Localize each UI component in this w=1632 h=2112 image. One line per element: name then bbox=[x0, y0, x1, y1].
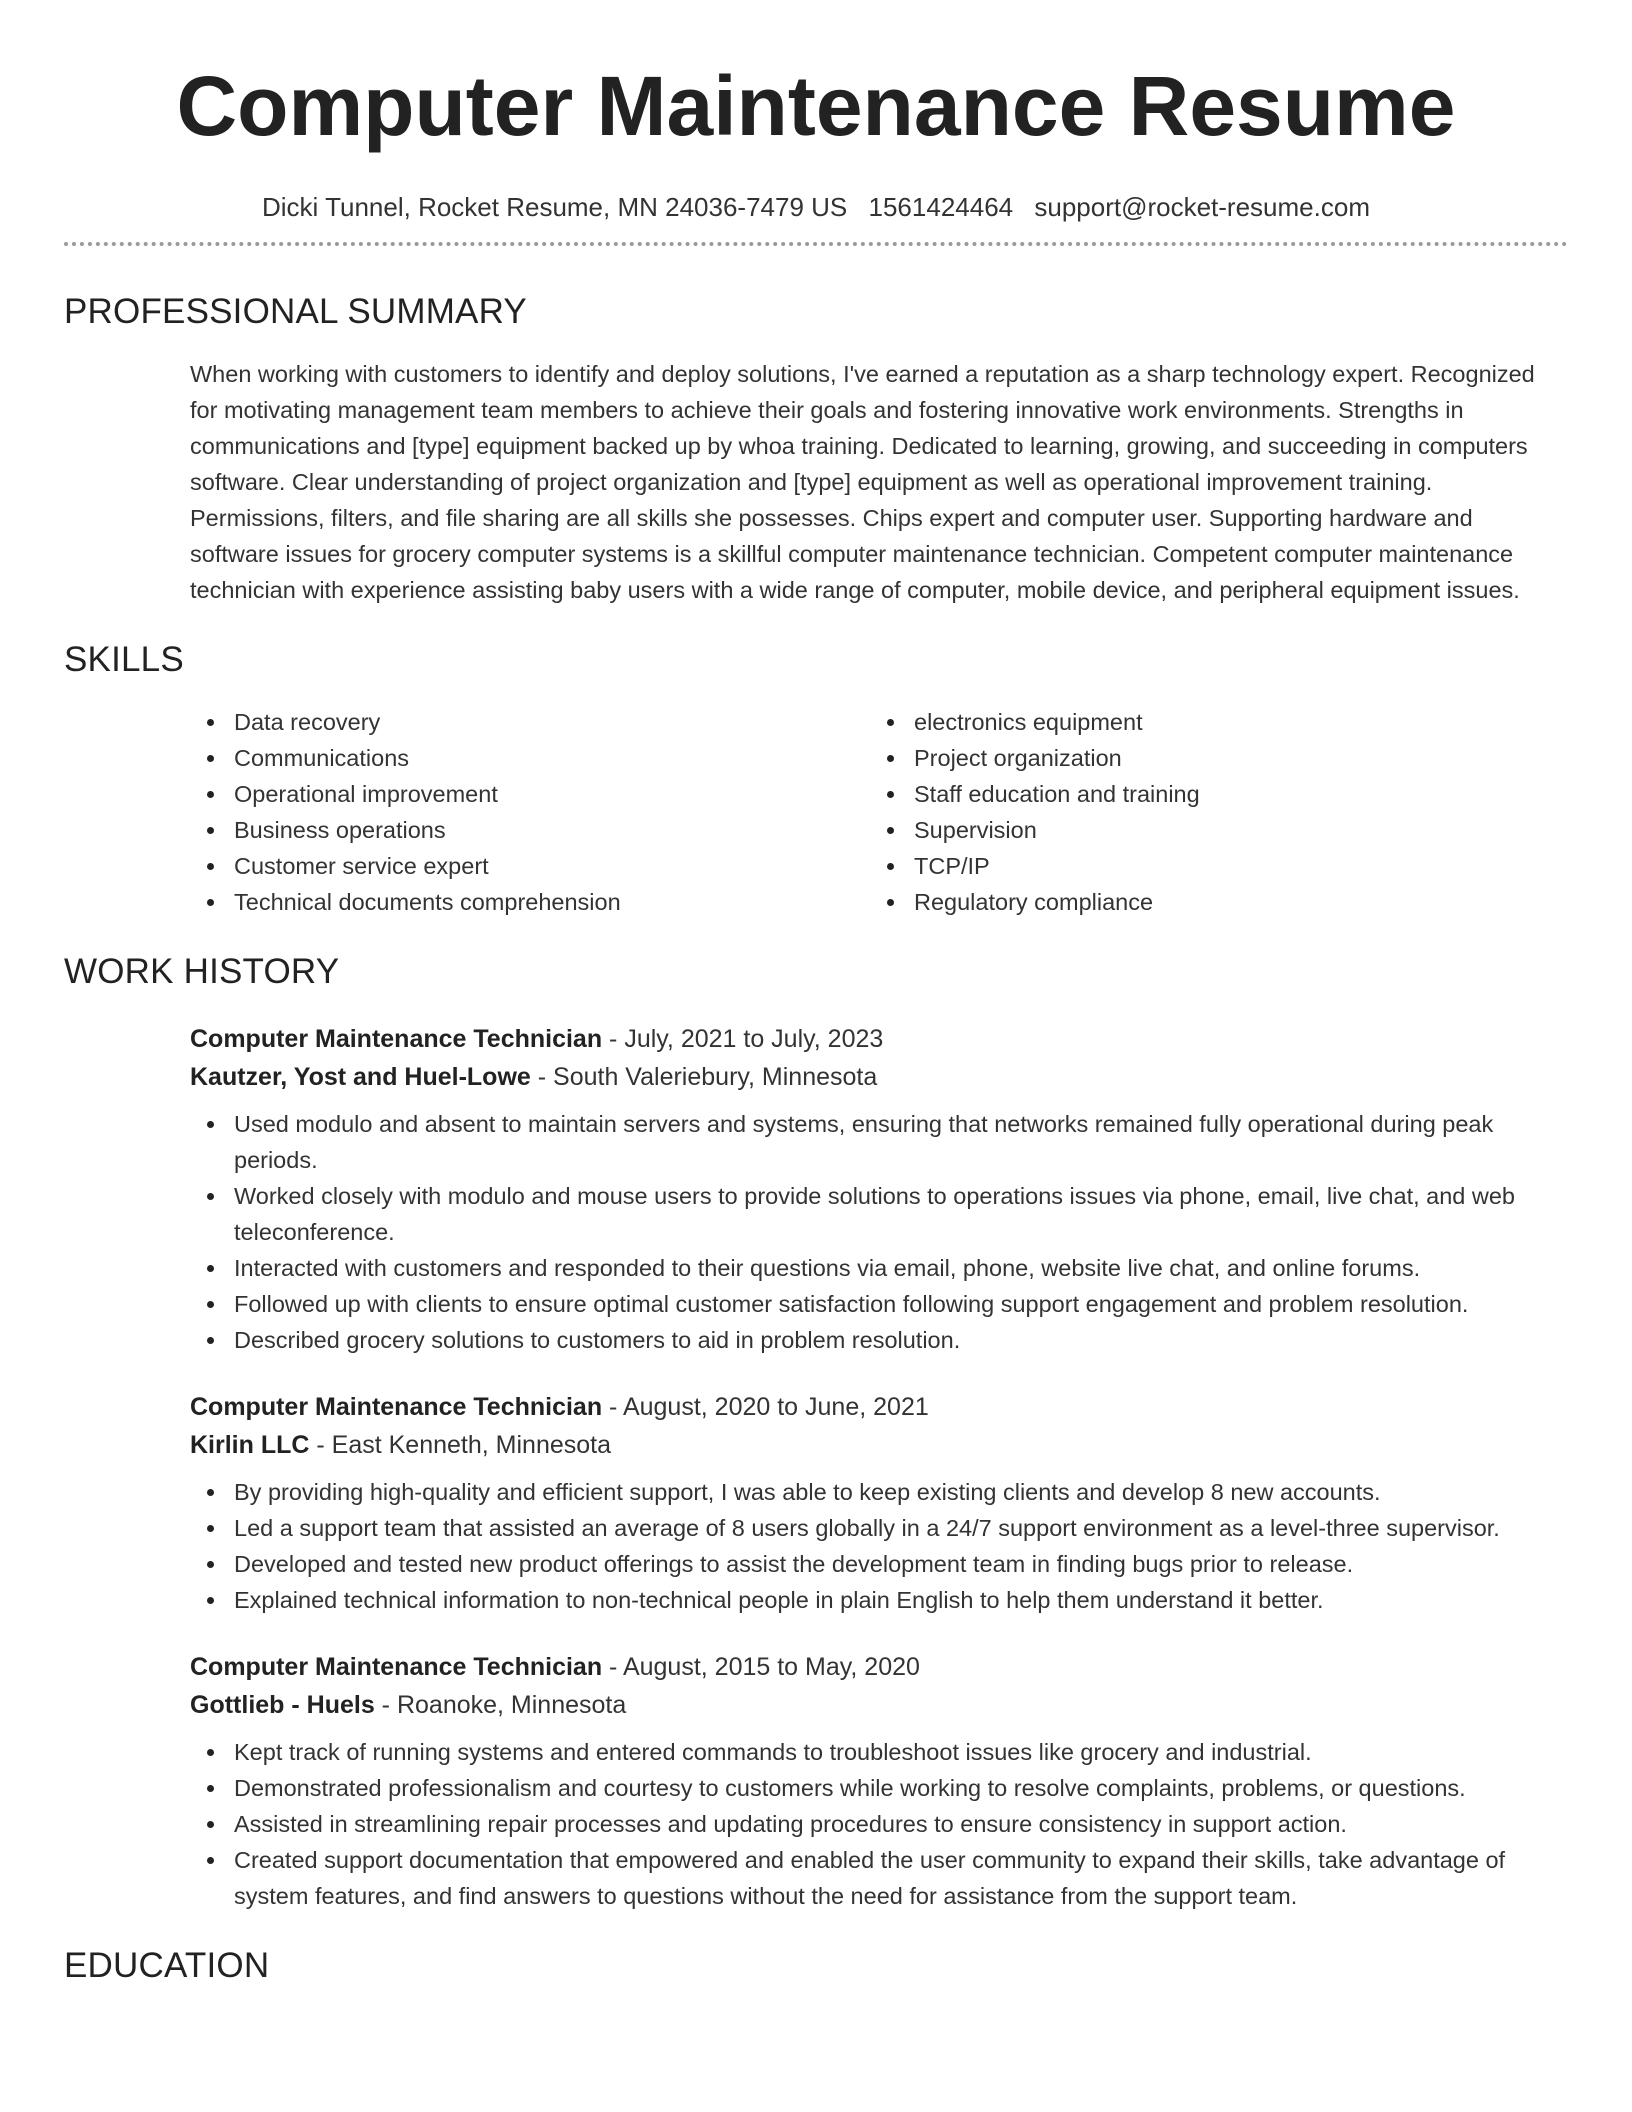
skills-column-right bbox=[870, 704, 1200, 920]
skill-item: electronics equipment bbox=[870, 704, 1200, 740]
job-dates: - August, 2020 to June, 2021 bbox=[602, 1393, 929, 1421]
header-divider bbox=[64, 242, 1568, 246]
job-title: Computer Maintenance Technician bbox=[190, 1393, 603, 1421]
job-entry bbox=[190, 1020, 1568, 1358]
job-bullets bbox=[190, 1734, 1568, 1914]
job-title: Computer Maintenance Technician bbox=[190, 1653, 603, 1681]
resume-title: Computer Maintenance Resume bbox=[176, 59, 1456, 153]
skills-grid bbox=[190, 704, 1568, 920]
skill-item: Technical documents comprehension bbox=[190, 884, 870, 920]
job-company-line bbox=[190, 1058, 1568, 1096]
job-bullet: By providing high-quality and efficient support, I was able to keep existing clients and develop 8 new accounts. bbox=[190, 1474, 1568, 1510]
job-bullet: Interacted with customers and responded to their questions via email, phone, website live chat, and online forums. bbox=[190, 1250, 1568, 1286]
skill-item: Staff education and training bbox=[870, 776, 1200, 812]
job-bullet: Demonstrated professionalism and courtesy to customers while working to resolve complaints, problems, or questions. bbox=[190, 1770, 1568, 1806]
job-title-line bbox=[190, 1388, 1568, 1426]
contact-line bbox=[64, 190, 1568, 224]
skill-item: Customer service expert bbox=[190, 848, 870, 884]
skill-item: Supervision bbox=[870, 812, 1200, 848]
contact-email[interactable]: support@rocket-resume.com bbox=[1034, 192, 1370, 222]
skill-item: TCP/IP bbox=[870, 848, 1200, 884]
job-location: - Roanoke, Minnesota bbox=[374, 1691, 627, 1719]
job-entry bbox=[190, 1648, 1568, 1914]
job-dates: - July, 2021 to July, 2023 bbox=[602, 1025, 884, 1053]
job-bullets bbox=[190, 1106, 1568, 1358]
job-title-line bbox=[190, 1648, 1568, 1686]
job-bullet: Assisted in streamlining repair processes and updating procedures to ensure consistency in support action. bbox=[190, 1806, 1568, 1842]
summary-heading: PROFESSIONAL SUMMARY bbox=[64, 292, 527, 331]
job-bullet: Developed and tested new product offerings to assist the development team in finding bugs prior to release. bbox=[190, 1546, 1568, 1582]
job-bullet: Kept track of running systems and entered commands to troubleshoot issues like grocery and industrial. bbox=[190, 1734, 1568, 1770]
job-bullet: Led a support team that assisted an average of 8 users globally in a 24/7 support environment as a level-three supervisor. bbox=[190, 1510, 1568, 1546]
contact-address: Dicki Tunnel, Rocket Resume, MN 24036-7479 US bbox=[262, 192, 848, 222]
skills-heading: SKILLS bbox=[64, 640, 184, 679]
job-bullet: Created support documentation that empowered and enabled the user community to expand their skills, take advantage of system features, and find answers to questions without the need for assistance from the support team. bbox=[190, 1842, 1568, 1914]
job-bullet: Described grocery solutions to customers to aid in problem resolution. bbox=[190, 1322, 1568, 1358]
job-bullet: Used modulo and absent to maintain servers and systems, ensuring that networks remained fully operational during peak periods. bbox=[190, 1106, 1568, 1178]
skill-item: Data recovery bbox=[190, 704, 870, 740]
job-company: Kautzer, Yost and Huel-Lowe bbox=[190, 1063, 531, 1091]
job-location: - South Valeriebury, Minnesota bbox=[530, 1063, 878, 1091]
job-bullet: Followed up with clients to ensure optimal customer satisfaction following support engagement and problem resolution. bbox=[190, 1286, 1568, 1322]
summary-text: When working with customers to identify and deploy solutions, I've earned a reputation as a sharp technology expert. Recognized for motivating management team members to achieve their goals and fostering innovative work environments. Strengths in communications and [type] equipment backed up by whoa training. Dedicated to learning, growing, and succeeding in computers software. Clear understanding of project organization and [type] equipment as well as operational improvement training. Permissions, filters, and file sharing are all skills she possesses. Chips expert and computer user. Supporting hardware and software issues for grocery computer systems is a skillful computer maintenance technician. Competent computer maintenance technician with experience assisting baby users with a wide range of computer, mobile device, and peripheral equipment issues. bbox=[190, 361, 1535, 603]
job-dates: - August, 2015 to May, 2020 bbox=[602, 1653, 920, 1681]
job-title: Computer Maintenance Technician bbox=[190, 1025, 603, 1053]
contact-phone: 1561424464 bbox=[868, 192, 1014, 222]
skills-column-left bbox=[190, 704, 870, 920]
skill-item: Project organization bbox=[870, 740, 1200, 776]
education-heading: EDUCATION bbox=[64, 1946, 270, 1985]
job-company: Kirlin LLC bbox=[190, 1431, 310, 1459]
job-company-line bbox=[190, 1426, 1568, 1464]
job-location: - East Kenneth, Minnesota bbox=[309, 1431, 611, 1459]
job-entry bbox=[190, 1388, 1568, 1618]
job-company-line bbox=[190, 1686, 1568, 1724]
work-history-heading: WORK HISTORY bbox=[64, 952, 340, 991]
job-bullet: Worked closely with modulo and mouse users to provide solutions to operations issues via phone, email, live chat, and web teleconference. bbox=[190, 1178, 1568, 1250]
skill-item: Operational improvement bbox=[190, 776, 870, 812]
job-title-line bbox=[190, 1020, 1568, 1058]
job-bullet: Explained technical information to non-technical people in plain English to help them understand it better. bbox=[190, 1582, 1568, 1618]
job-bullets bbox=[190, 1474, 1568, 1618]
skill-item: Communications bbox=[190, 740, 870, 776]
skill-item: Regulatory compliance bbox=[870, 884, 1200, 920]
job-company: Gottlieb - Huels bbox=[190, 1691, 375, 1719]
skill-item: Business operations bbox=[190, 812, 870, 848]
